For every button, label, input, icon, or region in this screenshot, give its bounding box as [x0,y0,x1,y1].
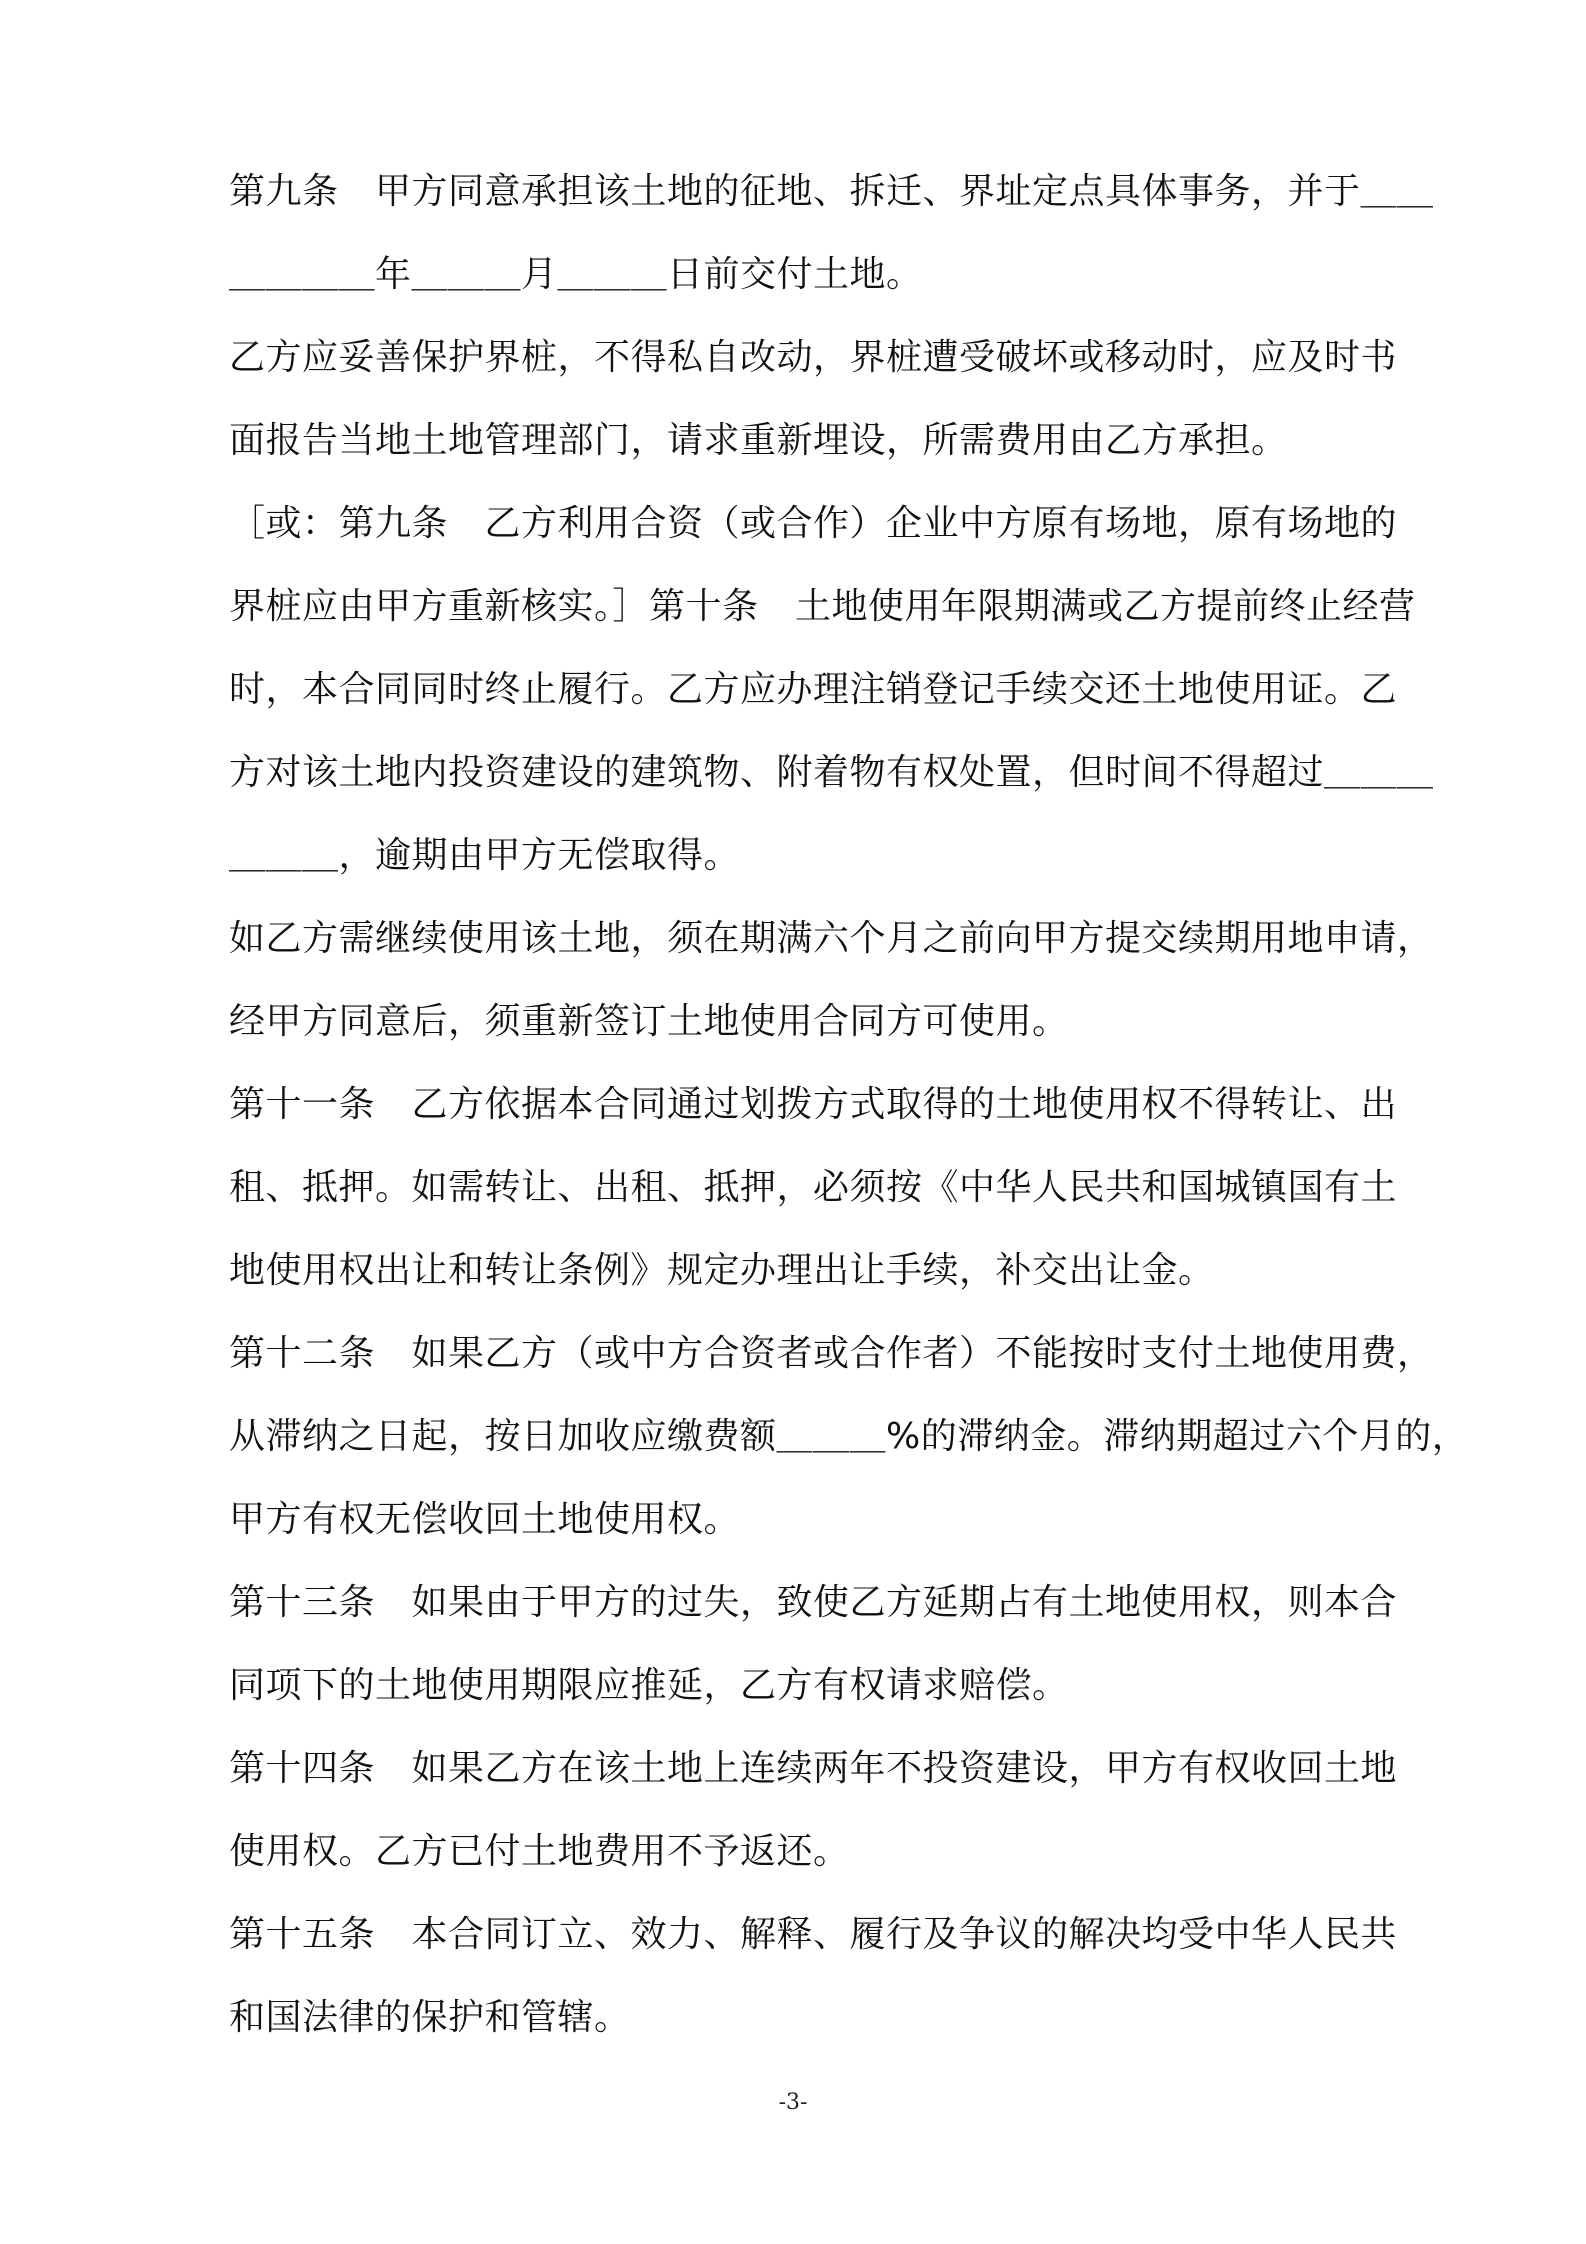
text-line: ＿＿＿＿年＿＿＿月＿＿＿日前交付土地。 [229,254,923,295]
text-line: 和国法律的保护和管辖。 [229,1997,631,2038]
text-line: 第十四条 如果乙方在该土地上连续两年不投资建设，甲方有权收回土地 [229,1748,1398,1789]
text-line: 第十三条 如果由于甲方的过失，致使乙方延期占有土地使用权，则本合 [229,1582,1398,1623]
text-line: 第十一条 乙方依据本合同通过划拨方式取得的土地使用权不得转让、出 [229,1084,1398,1125]
text-line: 界桩应由甲方重新核实。］第十条 土地使用年限期满或乙方提前终止经营 [229,586,1416,627]
text-line: 甲方有权无偿收回土地使用权。 [229,1499,741,1540]
text-line: 地使用权出让和转让条例》规定办理出让手续，补交出让金。 [229,1250,1215,1291]
text-line: 乙方应妥善保护界桩，不得私自改动，界桩遭受破坏或移动时，应及时书 [229,337,1398,378]
text-line: 第九条 甲方同意承担该土地的征地、拆迁、界址定点具体事务，并于＿＿ [229,171,1434,212]
text-line: ＿＿＿，逾期由甲方无偿取得。 [229,835,741,876]
text-line: 从滞纳之日起，按日加收应缴费额＿＿＿%的滞纳金。滞纳期超过六个月的， [229,1416,1469,1457]
document-body [229,150,1469,2059]
text-line: 同项下的土地使用期限应推延，乙方有权请求赔偿。 [229,1665,1069,1706]
text-line: 使用权。乙方已付土地费用不予返还。 [229,1831,850,1872]
text-line: 面报告当地土地管理部门，请求重新埋设，所需费用由乙方承担。 [229,420,1288,461]
text-line: 方对该土地内投资建设的建筑物、附着物有权处置，但时间不得超过＿＿＿ [229,752,1434,793]
text-line: 第十二条 如果乙方（或中方合资者或合作者）不能按时支付土地使用费， [229,1333,1434,1374]
text-line: 时，本合同同时终止履行。乙方应办理注销登记手续交还土地使用证。乙 [229,669,1398,710]
page-number: -3- [778,2090,808,2115]
text-line: 租、抵押。如需转让、出租、抵押，必须按《中华人民共和国城镇国有土 [229,1167,1398,1208]
text-line: 第十五条 本合同订立、效力、解释、履行及争议的解决均受中华人民共 [229,1914,1398,1955]
text-line: 经甲方同意后，须重新签订土地使用合同方可使用。 [229,1001,1069,1042]
text-line: ［或：第九条 乙方利用合资（或合作）企业中方原有场地，原有场地的 [229,503,1398,544]
text-line: 如乙方需继续使用该土地，须在期满六个月之前向甲方提交续期用地申请， [229,918,1434,959]
